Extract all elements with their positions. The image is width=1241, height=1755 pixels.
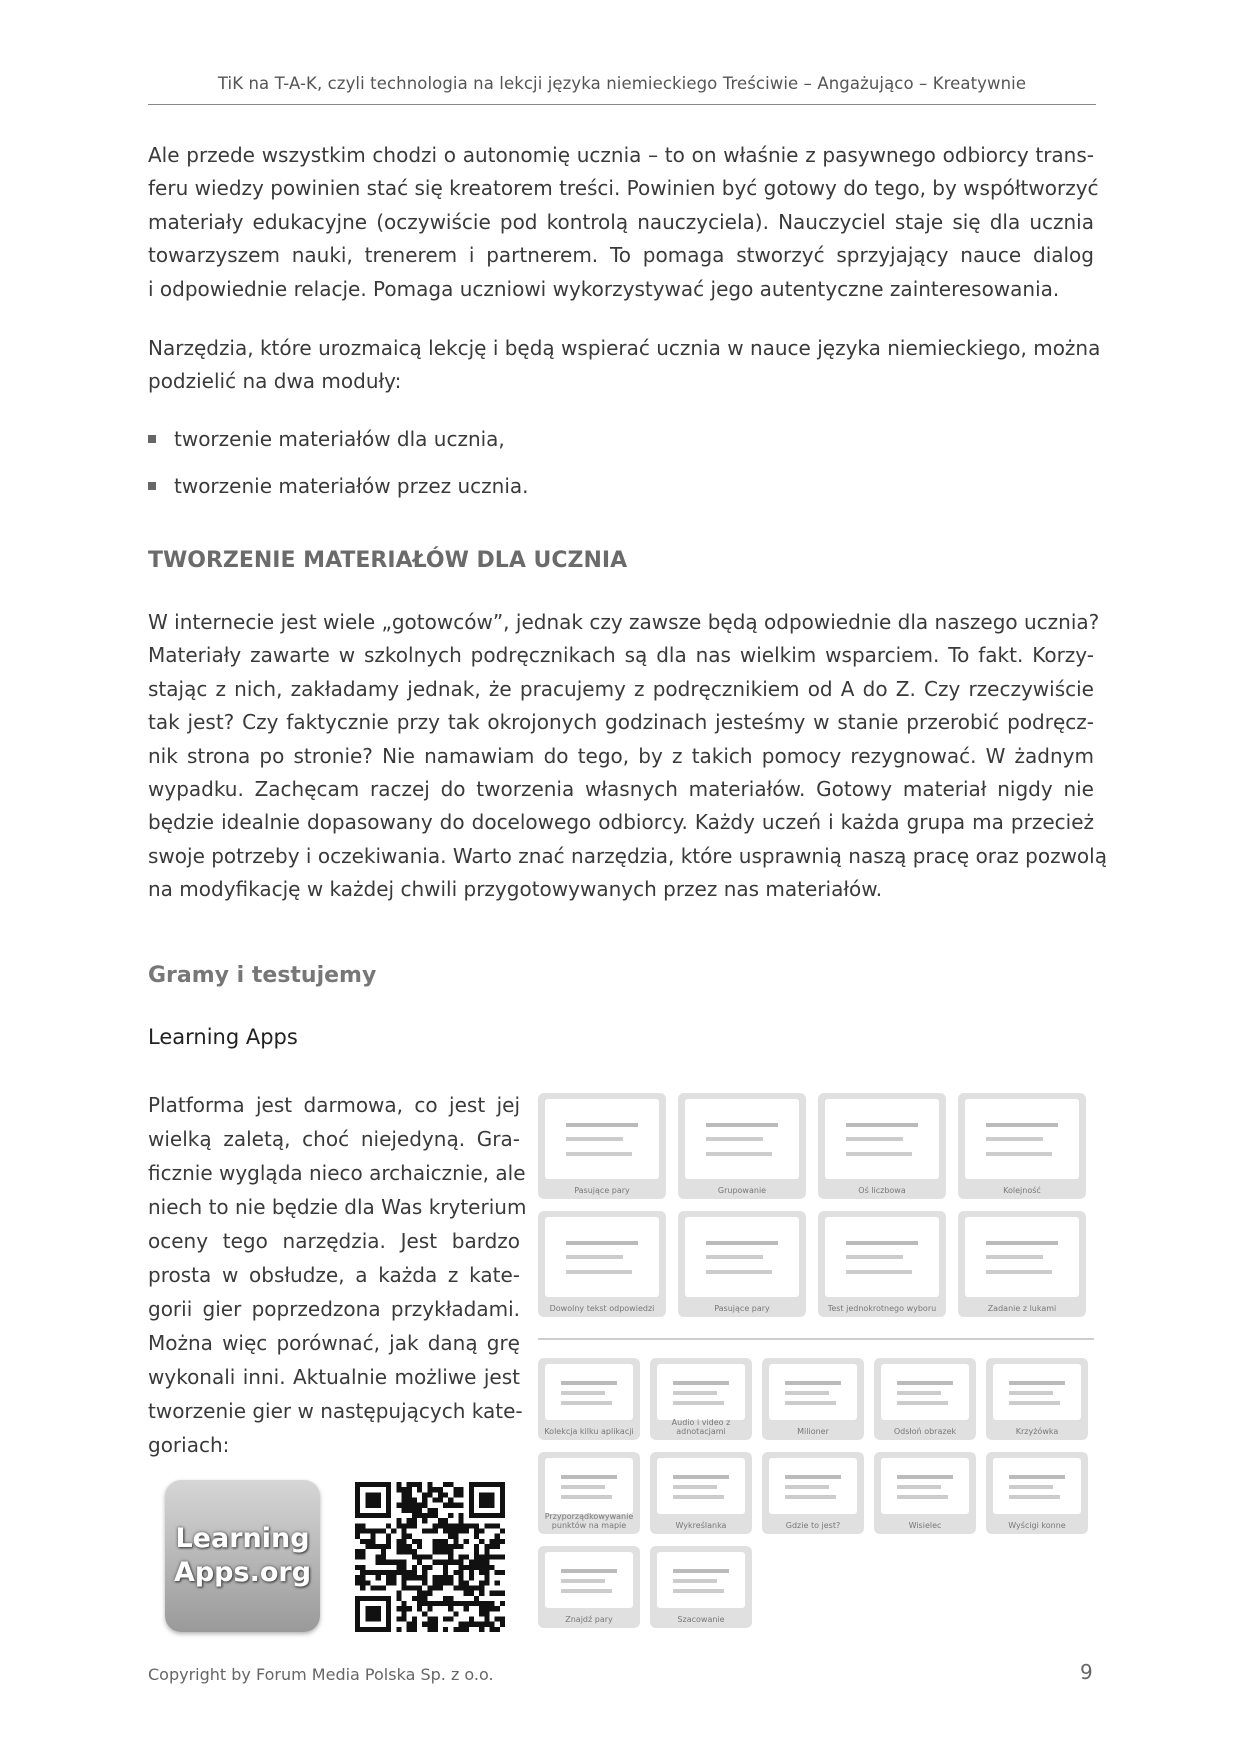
text-line: ficznie wygląda nieco archaicznie, ale [148,1161,526,1185]
tile-thumbnail [685,1099,799,1179]
game-category-tile [678,1093,806,1199]
tools-paragraph [148,332,1101,399]
copyright-notice: Copyright by Forum Media Polska Sp. z o.o. [148,1665,494,1684]
text-line: niech to nie będzie dla Was kryterium [148,1195,527,1219]
game-category-tile [874,1452,976,1534]
game-category-tile [986,1452,1088,1534]
bullet-square-icon [148,482,156,490]
text-line: Można więc porównać, jak daną grę [148,1331,520,1355]
game-category-tile [538,1452,640,1534]
tile-caption: Wyścigi konne [1008,1521,1066,1530]
game-category-tile [650,1452,752,1534]
tile-thumbnail [769,1458,857,1514]
text-line: wypadku. Zachęcam raczej do tworzenia własnych materiałów. Gotowy materiał nigdy nie [148,777,1094,802]
tile-thumbnail [769,1364,857,1420]
section-paragraph [148,606,1107,907]
tile-caption: Odsłoń obrazek [893,1427,957,1436]
game-category-tile [986,1358,1088,1440]
tile-caption: Znajdź pary [565,1615,613,1624]
running-header: TiK na T-A-K, czyli technologia na lekcji języka niemieckiego Treściwie – Angażująco – Kreatywnie [217,74,1027,93]
tile-caption: Grupowanie [717,1186,767,1195]
text-line: podzielić na dwa moduły: [148,369,402,394]
game-category-tile [958,1211,1086,1317]
game-category-tile [818,1093,946,1199]
tile-caption: Szacowanie [677,1615,725,1624]
text-line: tak jest? Czy faktycznie przy tak okrojonych godzinach jesteśmy w stanie przerobić podręcz- [148,710,1094,735]
tile-caption: Kolejność [1003,1186,1041,1195]
tile-caption: Zadanie z lukami [987,1304,1057,1313]
text-line: stając z nich, zakładamy jednak, że pracujemy z podręcznikiem od A do Z. Czy rzeczywiście [148,676,1094,701]
tile-thumbnail [657,1552,745,1608]
tile-thumbnail [993,1458,1081,1514]
text-line: feru wiedzy powinien stać się kreatorem treści. Powinien być gotowy do tego, by współtworzyć [148,176,1099,201]
text-line: Materiały zawarte w szkolnych podręcznikach są dla nas wielkim wsparciem. To fakt. Korzy- [148,643,1094,668]
tile-caption: Gdzie to jest? [785,1521,841,1530]
game-category-gallery [538,1093,1094,1633]
tile-thumbnail [965,1217,1079,1297]
game-category-tile [678,1211,806,1317]
section-heading: TWORZENIE MATERIAŁÓW DLA UCZNIA [148,548,628,573]
game-category-tile [650,1546,752,1628]
game-category-tile [538,1093,666,1199]
game-category-tile [818,1211,946,1317]
tile-caption: Wykreślanka [675,1521,727,1530]
text-line: swoje potrzeby i oczekiwania. Warto znać narzędzia, które usprawnią naszą pracę oraz pozwolą [148,843,1107,868]
text-line: Platforma jest darmowa, co jest jej [148,1093,520,1117]
text-line: nik strona po stronie? Nie namawiam do tego, by z takich pomocy rezygnować. W żadnym [148,743,1094,768]
game-category-tile [958,1093,1086,1199]
text-line: Narzędzia, które urozmaicą lekcję i będą wspierać ucznia w nauce języka niemieckiego, można [148,336,1101,360]
game-category-tile [538,1546,640,1628]
game-category-tile [762,1452,864,1534]
text-line: W internecie jest wiele „gotowców”, jednak czy zawsze będą odpowiednie dla naszego ucznia? [148,610,1100,634]
text-line: na modyfikację w każdej chwili przygotowywanych przez nas materiałów. [148,877,883,902]
tile-thumbnail [965,1099,1079,1179]
tile-thumbnail [685,1217,799,1297]
tile-thumbnail [993,1364,1081,1420]
tile-thumbnail [545,1364,633,1420]
text-line: towarzyszem nauki, trenerem i partnerem. To pomaga stworzyć sprzyjający nauce dialog [148,243,1094,268]
tile-thumbnail [657,1364,745,1420]
list-item [148,462,848,509]
app-heading: Learning Apps [148,1025,298,1049]
game-category-tile [650,1358,752,1440]
tile-thumbnail [545,1458,633,1514]
text-line: będzie idealnie dopasowany do docelowego odbiorcy. Każdy uczeń i każda grupa ma przecież [148,810,1094,835]
list-item-text: tworzenie materiałów dla ucznia, [174,426,505,451]
logo-text: Learning [175,1523,310,1554]
tile-thumbnail [881,1364,969,1420]
learningapps-logo [165,1480,320,1632]
text-line: i odpowiednie relacje. Pomaga uczniowi wykorzystywać jego autentyczne zainteresowania. [148,276,1060,301]
game-category-tile [538,1211,666,1317]
tile-caption: Kolekcja kilku aplikacji [544,1427,634,1436]
tile-caption: Pasujące pary [574,1186,630,1195]
app-description [148,1088,527,1462]
game-category-tile [762,1358,864,1440]
text-line: goriach: [148,1433,230,1457]
tile-caption: Oś liczbowa [858,1186,906,1195]
header-divider [148,104,1096,105]
tile-caption: Wisielec [908,1521,942,1530]
logo-text: Apps.org [173,1557,312,1588]
tile-thumbnail [825,1217,939,1297]
tile-caption: Milioner [797,1427,829,1436]
subsection-heading: Gramy i testujemy [148,963,377,988]
game-category-tile [874,1358,976,1440]
bullet-square-icon [148,435,156,443]
tile-thumbnail [825,1099,939,1179]
text-line: materiały edukacyjne (oczywiście pod kontrolą nauczyciela). Nauczyciel staje się dla ucznia [148,209,1094,234]
tile-caption: Test jednokrotnego wyboru [827,1304,937,1313]
bullet-list [148,415,848,509]
text-line: tworzenie gier w następujących kate- [148,1399,523,1423]
text-line: wielką zaletą, choć niejedyną. Gra- [148,1127,520,1151]
tile-thumbnail [881,1458,969,1514]
tile-thumbnail [545,1552,633,1608]
list-item-text: tworzenie materiałów przez ucznia. [174,473,529,498]
tile-caption: Audio i video z adnotacjami [671,1418,731,1436]
tile-thumbnail [545,1217,659,1297]
text-line: prosta w obsłudze, a każda z kate- [148,1263,520,1287]
game-category-tile [538,1358,640,1440]
tile-caption: Przyporządkowywanie punktów na mapie [544,1512,634,1530]
tile-thumbnail [545,1099,659,1179]
intro-paragraph [148,139,1099,306]
text-line: Ale przede wszystkim chodzi o autonomię ucznia – to on właśnie z pasywnego odbiorcy trans- [148,143,1094,167]
text-line: gorii gier poprzedzona przykładami. [148,1297,520,1321]
gallery-divider [538,1338,1094,1340]
text-line: oceny tego narzędzia. Jest bardzo [148,1229,520,1253]
tile-caption: Pasujące pary [714,1304,770,1313]
tile-thumbnail [657,1458,745,1514]
list-item [148,415,848,462]
text-line: wykonali inni. Aktualnie możliwe jest [148,1365,520,1389]
page-number: 9 [1080,1660,1093,1684]
tile-caption: Krzyżówka [1015,1427,1059,1436]
tile-caption: Dowolny tekst odpowiedzi [549,1304,655,1313]
qr-code-icon [355,1482,505,1632]
